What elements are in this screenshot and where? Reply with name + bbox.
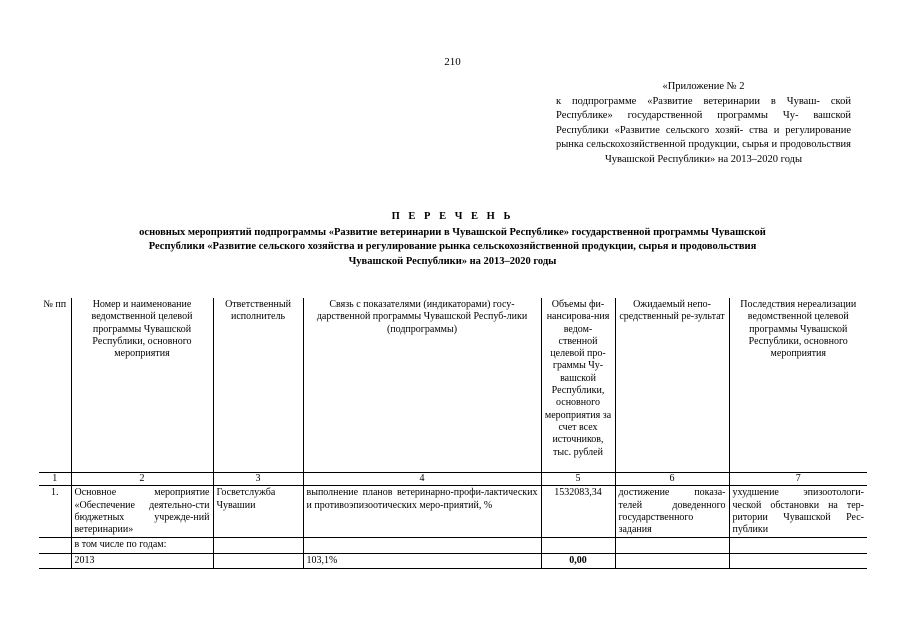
measure-name: Основное мероприятие «Обеспечение деятельно-сти бюджетных учрежде-ний ветеринарии»	[71, 486, 213, 538]
appendix-note	[556, 80, 851, 167]
measures-table	[39, 298, 867, 569]
empty-cell	[303, 538, 541, 553]
empty-cell	[729, 538, 867, 553]
amount-cell: 1532083,34	[541, 486, 615, 538]
header-cell: Последствия нереализации ведомственной целевой программы Чувашской Республики, основного мероприятия	[729, 298, 867, 473]
page-number: 210	[444, 56, 461, 68]
heading-title: П Е Р Е Ч Е Н Ь	[391, 211, 514, 222]
empty-cell	[615, 553, 729, 568]
header-cell: Ответственный исполнитель	[213, 298, 303, 473]
appendix-line: продукции, сырья и продовольствия Чувашской	[604, 139, 851, 165]
empty-cell	[541, 538, 615, 553]
table-row	[39, 553, 867, 568]
amount-cell: 0,00	[541, 553, 615, 568]
consequence-cell: ухудшение эпизоотологи-ческой обстановки на тер-ритории Чувашской Рес-публики	[729, 486, 867, 538]
indicator-cell: выполнение планов ветеринарно-профи-лактических и противоэпизоотических меро-приятий, %	[303, 486, 541, 538]
header-cell: Связь с показателями (индикаторами) госу-дарственной программы Чувашской Респуб-лики (подпрограммы)	[303, 298, 541, 473]
empty-cell	[39, 553, 71, 568]
column-number: 5	[541, 473, 615, 486]
appendix-body	[556, 95, 851, 168]
header-cell: № пп	[39, 298, 71, 473]
document-heading	[50, 210, 855, 269]
header-cell: Номер и наименование ведомственной целевой программы Чувашской Республики, основного мероприятия	[71, 298, 213, 473]
table-row	[39, 538, 867, 553]
column-number: 7	[729, 473, 867, 486]
heading-line: Чувашской Республики» на 2013–2020 годы	[348, 255, 557, 267]
table-header-row	[39, 298, 867, 473]
appendix-line: вашской Республики «Развитие сельского хозяй-	[556, 110, 851, 136]
column-number: 6	[615, 473, 729, 486]
appendix-line: к подпрограмме «Развитие ветеринарии в Чуваш-	[556, 95, 820, 107]
years-label: в том числе по годам:	[71, 538, 213, 553]
executor-cell: Госветслужба Чувашии	[213, 486, 303, 538]
appendix-line: Республики» на 2013–2020 годы	[657, 153, 803, 165]
column-number: 2	[71, 473, 213, 486]
empty-cell	[729, 553, 867, 568]
indicator-cell: 103,1%	[303, 553, 541, 568]
result-cell: достижение показа-телей доведенного государственного задания	[615, 486, 729, 538]
column-number: 4	[303, 473, 541, 486]
year-cell: 2013	[71, 553, 213, 568]
heading-line: Республики «Развитие сельского хозяйства и регулирование рынка сельскохозяйственной продукции, сырья и продовольствия	[148, 241, 757, 252]
appendix-title: «Приложение № 2	[662, 81, 745, 92]
empty-cell	[213, 538, 303, 553]
appendix-line: ства и регулирование рынка сельскохозяйственной	[556, 124, 851, 150]
table-row	[39, 486, 867, 538]
column-number: 3	[213, 473, 303, 486]
heading-line: основных мероприятий подпрограммы «Развитие ветеринарии в Чувашской Республике» государственной программы Чувашской	[139, 226, 766, 238]
appendix-line: ской Республике» государственной программы Чу-	[556, 95, 851, 121]
column-number-row	[39, 473, 867, 486]
empty-cell	[615, 538, 729, 553]
header-cell: Ожидаемый непо-средственный ре-зультат	[615, 298, 729, 473]
row-number: 1.	[39, 486, 71, 538]
header-cell: Объемы фи-нансирова-ния ведом-ственной целевой про-граммы Чу-вашской Республики, основного мероприятия за счет всех источников, тыс. рублей	[541, 298, 615, 473]
empty-cell	[213, 553, 303, 568]
column-number: 1	[39, 473, 71, 486]
empty-cell	[39, 538, 71, 553]
